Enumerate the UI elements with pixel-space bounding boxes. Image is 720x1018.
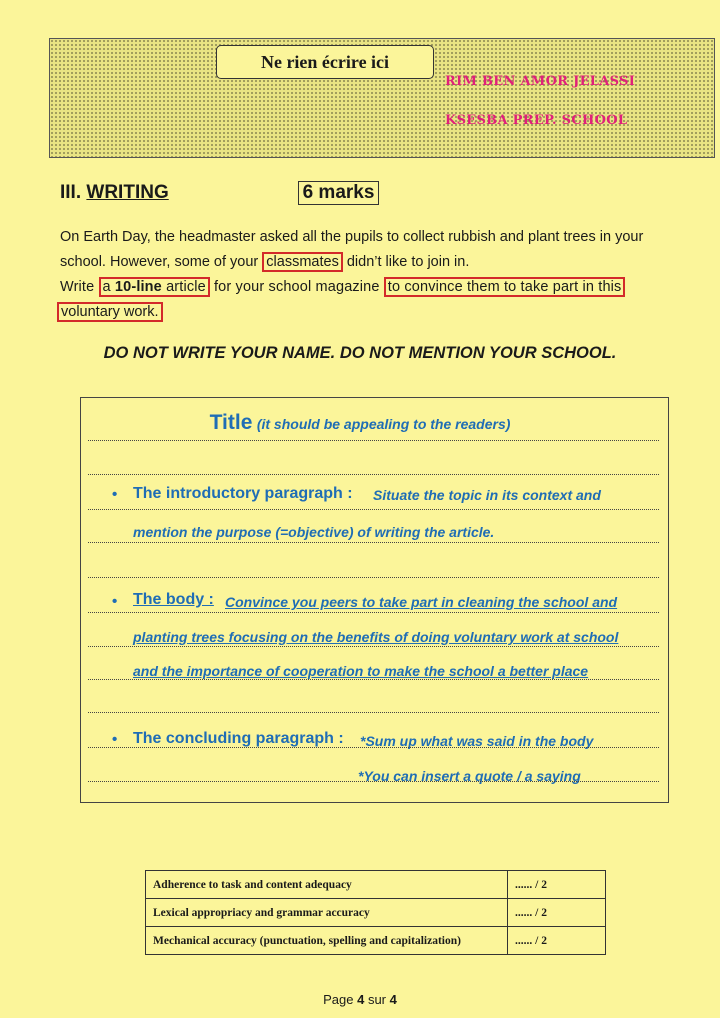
body-heading: The body : xyxy=(133,591,214,608)
school-name: KSESBA PREP. SCHOOL xyxy=(445,113,628,128)
marks-badge: 6 marks xyxy=(298,181,379,205)
instruction-text: a xyxy=(102,279,115,295)
rubric-score: ...... / 2 xyxy=(508,899,606,927)
guide-title xyxy=(0,411,720,435)
bullet-icon: • xyxy=(112,486,118,503)
writing-line[interactable] xyxy=(88,679,659,680)
writing-line[interactable] xyxy=(88,781,659,782)
guide-title-word: Title xyxy=(209,411,253,434)
instruction-line-3 xyxy=(60,275,690,300)
guide-title-hint: (it should be appealing to the readers) xyxy=(256,416,511,432)
section-title: WRITING xyxy=(86,182,169,203)
instruction-line-2 xyxy=(60,250,690,275)
highlight-purpose: to convince them to take part in this xyxy=(384,277,626,297)
instruction-text: didn’t like to join in. xyxy=(342,254,470,270)
writing-line[interactable] xyxy=(88,509,659,510)
section-heading xyxy=(60,182,169,204)
page-number xyxy=(0,992,720,1007)
conclusion-heading: The concluding paragraph : xyxy=(133,730,344,747)
bullet-icon: • xyxy=(112,731,118,748)
instruction-line-1: On Earth Day, the headmaster asked all the pupils to collect rubbish and plant trees in your xyxy=(60,229,644,245)
page-total: 4 xyxy=(389,992,397,1007)
rubric-score: ...... / 2 xyxy=(508,927,606,955)
writing-line[interactable] xyxy=(88,747,659,748)
instruction-line-4 xyxy=(57,300,687,325)
writing-line[interactable] xyxy=(88,646,659,647)
page-current: 4 xyxy=(357,992,365,1007)
writing-line[interactable] xyxy=(88,577,659,578)
body-text-2: planting trees focusing on the benefits of doing voluntary work at school xyxy=(133,629,619,645)
writing-line[interactable] xyxy=(88,474,659,475)
table-row xyxy=(146,899,606,927)
intro-text-2: mention the purpose (=objective) of writing the article. xyxy=(133,524,495,540)
highlight-article xyxy=(99,277,210,297)
rubric-score: ...... / 2 xyxy=(508,871,606,899)
highlight-voluntary-work: voluntary work. xyxy=(57,302,163,322)
page-label: Page xyxy=(323,992,358,1007)
table-row xyxy=(146,871,606,899)
rubric-criterion: Mechanical accuracy (punctuation, spelling and capitalization) xyxy=(146,927,508,955)
intro-text-1: Situate the topic in its context and xyxy=(373,487,601,503)
author-name: RIM BEN AMOR JELASSI xyxy=(445,74,636,89)
body-text-3: and the importance of cooperation to make the school a better place xyxy=(133,663,589,679)
writing-line[interactable] xyxy=(88,440,659,441)
section-number: III. xyxy=(60,182,82,203)
rubric-table xyxy=(145,870,606,955)
writing-line[interactable] xyxy=(88,712,659,713)
no-write-label: Ne rien écrire ici xyxy=(216,45,434,79)
instruction-text: for your school magazine xyxy=(209,279,384,295)
warning-text: DO NOT WRITE YOUR NAME. DO NOT MENTION YOUR SCHOOL. xyxy=(103,344,617,362)
conclusion-text-2: *You can insert a quote / a saying xyxy=(358,768,581,784)
conclusion-text-1: *Sum up what was said in the body xyxy=(360,733,594,749)
intro-heading: The introductory paragraph : xyxy=(133,485,353,502)
instruction-text: school. However, some of your xyxy=(60,254,263,270)
body-text-1: Convince you peers to take part in cleaning the school and xyxy=(225,594,618,610)
writing-line[interactable] xyxy=(88,612,659,613)
rubric-criterion: Adherence to task and content adequacy xyxy=(146,871,508,899)
rubric-criterion: Lexical appropriacy and grammar accuracy xyxy=(146,899,508,927)
bullet-icon: • xyxy=(112,593,118,610)
writing-line[interactable] xyxy=(88,542,659,543)
table-row xyxy=(146,927,606,955)
instruction-text: article xyxy=(161,279,206,295)
instruction-text: Write xyxy=(60,279,99,295)
highlight-classmates: classmates xyxy=(262,252,343,272)
page-label: sur xyxy=(364,992,390,1007)
instruction-bold: 10-line xyxy=(114,279,162,295)
